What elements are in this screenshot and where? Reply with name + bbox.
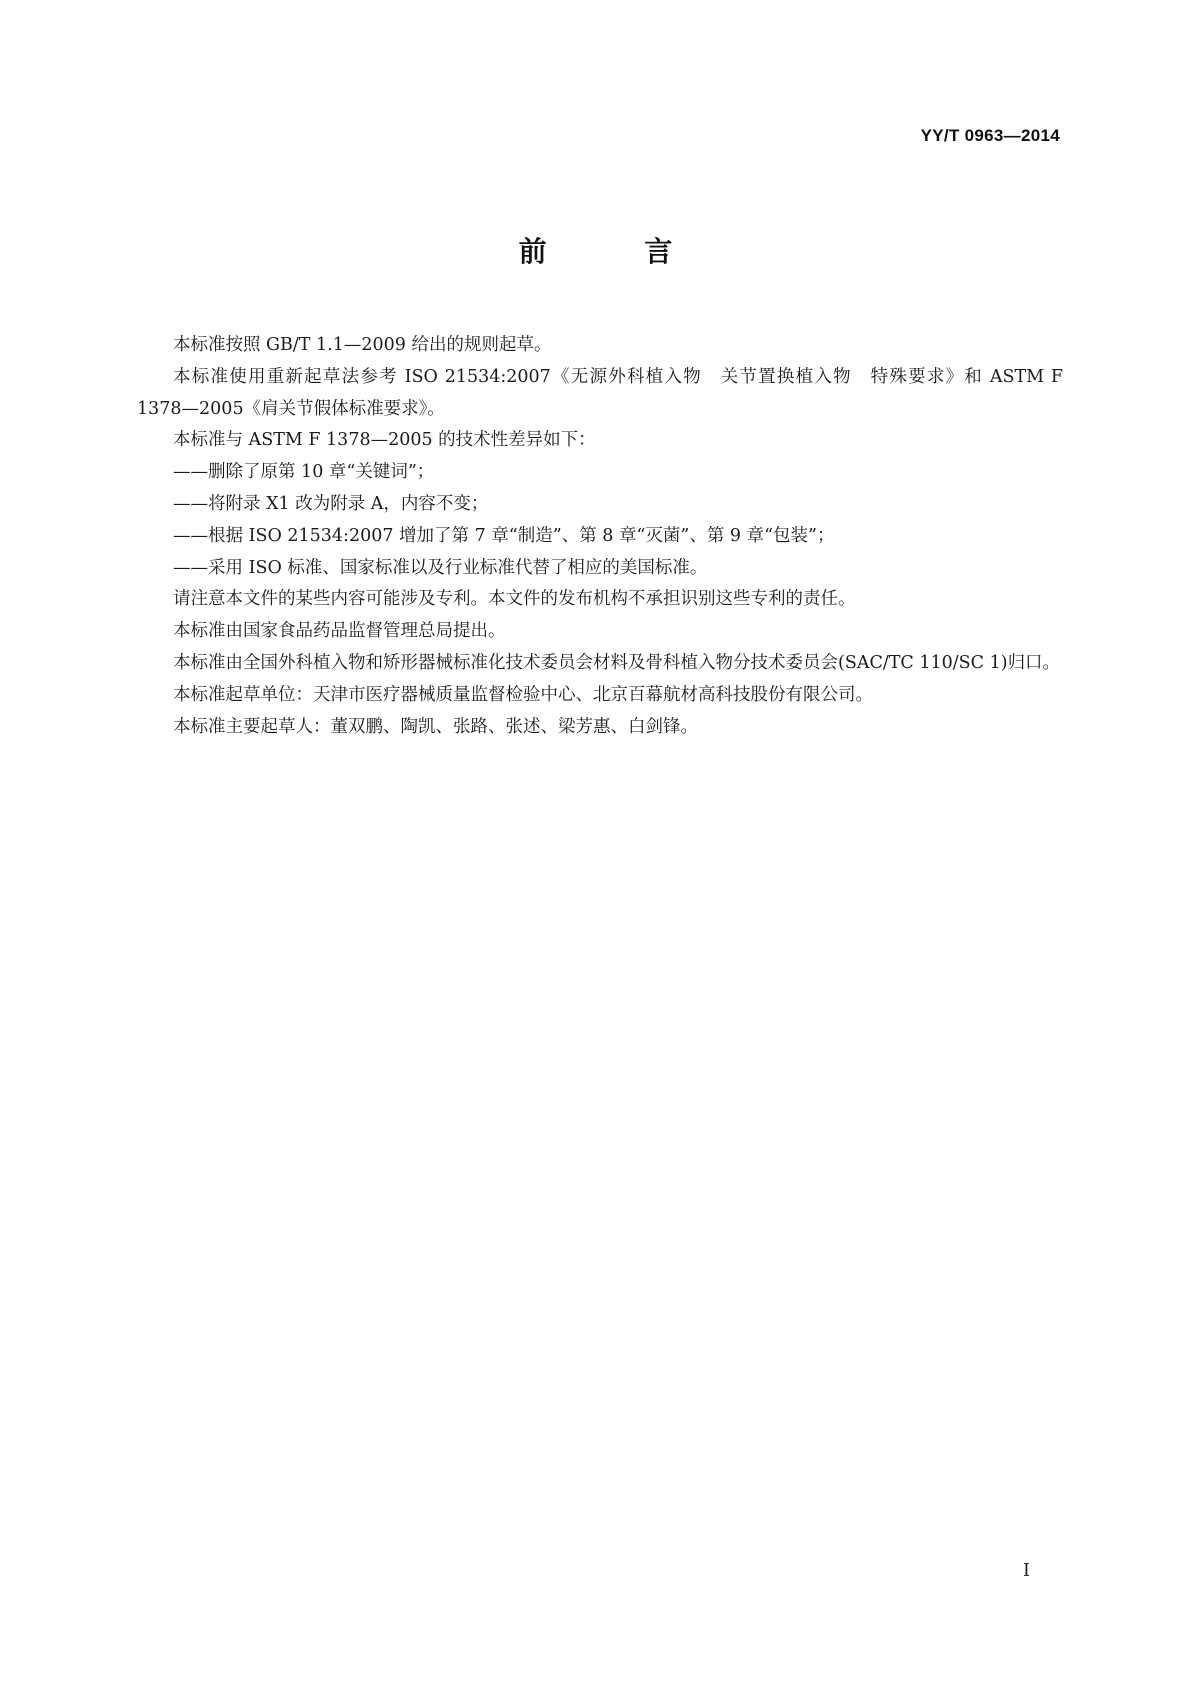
- difference-item: ——根据 ISO 21534:2007 增加了第 7 章“制造”、第 8 章“灭菌”、第 9 章“包装”；: [173, 525, 835, 546]
- paragraph-drafting-rules: 本标准按照 GB/T 1.1—2009 给出的规则起草。: [173, 335, 552, 355]
- paragraph-differences-intro: 本标准与 ASTM F 1378—2005 的技术性差异如下：: [173, 430, 596, 451]
- paragraph-patent-notice: 请注意本文件的某些内容可能涉及专利。本文件的发布机构不承担识别这些专利的责任。: [173, 589, 856, 610]
- paragraph-committee: 本标准由全国外科植入物和矫形器械标准化技术委员会材料及骨科植入物分技术委员会(SAC/TC 110/SC 1)归口。: [173, 652, 1061, 673]
- page-number: I: [1022, 1560, 1030, 1581]
- foreword-body: [137, 330, 1063, 743]
- paragraph-drafters: 本标准主要起草人：董双鹏、陶凯、张路、张述、梁芳惠、白剑锋。: [173, 716, 698, 737]
- paragraph-drafting-units: 本标准起草单位：天津市医疗器械质量监督检验中心、北京百幕航材高科技股份有限公司。: [173, 684, 873, 705]
- standard-code: YY/T 0963—2014: [920, 126, 1060, 145]
- paragraph-proposer: 本标准由国家食品药品监督管理总局提出。: [173, 621, 506, 642]
- difference-item: ——将附录 X1 改为附录 A，内容不变；: [173, 493, 489, 514]
- paragraph-reference-standards: 本标准使用重新起草法参考 ISO 21534:2007《无源外科植入物 关节置换植入物 特殊要求》和 ASTM F 1378—2005《肩关节假体标准要求》。: [137, 366, 1063, 419]
- section-title: 前 言: [518, 235, 717, 268]
- difference-item: ——删除了原第 10 章“关键词”；: [173, 462, 435, 483]
- difference-item: ——采用 ISO 标准、国家标准以及行业标准代替了相应的美国标准。: [173, 557, 708, 578]
